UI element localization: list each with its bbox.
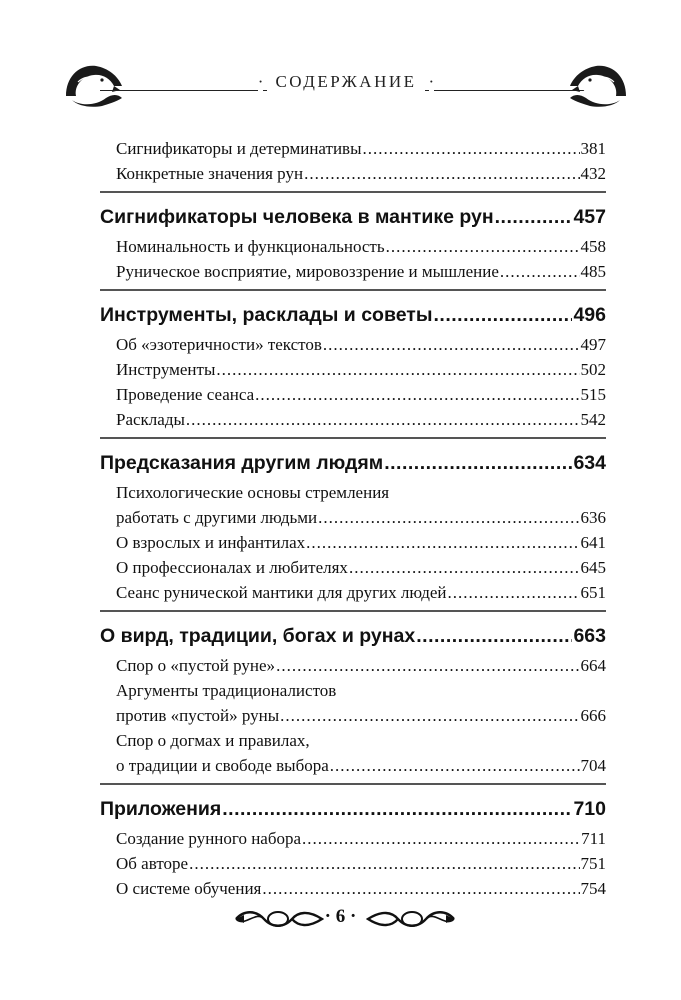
dragon-head-right-icon [566,56,630,108]
dot-leader [262,876,579,901]
toc-entry[interactable] [100,332,606,357]
toc-entry[interactable] [100,505,606,530]
dot-leader [448,580,580,605]
header-dot-left: · [257,72,264,91]
toc-entry[interactable] [100,259,606,284]
toc-entry[interactable] [100,555,606,580]
toc-entry-page: 664 [580,656,606,675]
toc-entry-line[interactable] [100,728,606,753]
toc-chapter-title: Сигнификаторы человека в мантике рун [100,206,494,228]
toc-entry[interactable] [100,753,606,778]
toc-chapter-page: 663 [573,625,606,647]
toc-chapter[interactable] [100,298,606,332]
dot-leader [416,619,572,653]
toc-entry-title: Спор о «пустой руне» [116,656,276,675]
toc-entry-title: Сеанс рунической мантики для других людей [116,583,447,602]
toc-entry[interactable] [100,530,606,555]
toc-entry-page: 432 [580,164,606,183]
toc-entry-page: 636 [580,508,606,527]
toc-section [100,783,606,906]
running-header [62,56,630,112]
toc-entry[interactable] [100,703,606,728]
toc-entry-page: 651 [580,583,606,602]
toc-entry-title: О взрослых и инфантилах [116,533,306,552]
toc-entry-page: 754 [580,879,606,898]
toc-entry[interactable] [100,136,606,161]
page-title: СОДЕРЖАНИЕ [267,72,424,92]
toc-chapter[interactable] [100,200,606,234]
toc-section [100,289,606,437]
toc-chapter-title: Приложения [100,798,222,820]
dot-leader [495,200,573,234]
page-number: · 6 · [324,906,357,927]
toc-entry-page: 381 [580,139,606,158]
dot-leader [306,530,579,555]
toc-entry-title: Об авторе [116,854,189,873]
dot-leader [323,332,580,357]
dot-leader [363,136,580,161]
toc-entry-page: 751 [580,854,606,873]
toc-entry-title: Конкретные значения рун [116,164,304,183]
toc-chapter-page: 496 [573,304,606,326]
toc-entry-title: Номинальность и функциональность [116,237,385,256]
toc-entry-title: О системе обучения [116,879,262,898]
dot-leader [386,234,580,259]
toc-entry-title: Сигнификаторы и детерминативы [116,139,362,158]
toc-entry-line[interactable] [100,678,606,703]
dot-leader [318,505,579,530]
toc-entry-title: о традиции и свободе выбора [116,756,329,775]
toc-entry-title: Аргументы традиционалистов [116,681,337,700]
dot-leader [189,851,579,876]
toc-entry-page: 641 [580,533,606,552]
toc-entry-page: 515 [580,385,606,404]
toc-entry[interactable] [100,161,606,186]
header-dot-right: · [428,72,435,91]
toc-entry[interactable] [100,382,606,407]
toc-entry-page: 542 [580,410,606,429]
toc-chapter-page: 634 [573,452,606,474]
toc-entry[interactable] [100,653,606,678]
dot-leader [500,259,580,284]
toc-chapter-page: 710 [573,798,606,820]
dot-leader [330,753,580,778]
toc-entry-title: Создание рунного набора [116,829,302,848]
toc-entry-page: 485 [580,262,606,281]
toc-entry-title: Об «эзотеричности» текстов [116,335,322,354]
toc-entry[interactable] [100,851,606,876]
toc-entry-page: 497 [580,335,606,354]
table-of-contents [100,136,606,906]
toc-entry-title: Спор о догмах и правилах, [116,731,310,750]
dot-leader [186,407,580,432]
toc-chapter-page: 457 [573,206,606,228]
dot-leader [433,298,572,332]
toc-entry-page: 502 [580,360,606,379]
dot-leader [222,792,572,826]
dot-leader [304,161,579,186]
toc-entry[interactable] [100,407,606,432]
toc-section [100,610,606,783]
toc-section [100,191,606,289]
toc-entry[interactable] [100,357,606,382]
toc-chapter[interactable] [100,619,606,653]
dot-leader [276,653,579,678]
toc-entry[interactable] [100,826,606,851]
toc-chapter-title: Инструменты, расклады и советы [100,304,433,326]
toc-entry-page: 458 [580,237,606,256]
dot-leader [280,703,579,728]
toc-entry-page: 666 [580,706,606,725]
toc-section [100,437,606,610]
toc-entry-title: Проведение сеанса [116,385,255,404]
toc-entry-page: 704 [580,756,606,775]
dot-leader [216,357,579,382]
toc-entry-title: Психологические основы стремления [116,483,390,502]
toc-entry[interactable] [100,580,606,605]
toc-entry-title: работать с другими людьми [116,508,318,527]
dot-leader [302,826,580,851]
toc-entry-title: против «пустой» руны [116,706,280,725]
dot-leader [384,446,572,480]
toc-entry[interactable] [100,876,606,901]
page-footer [0,900,681,940]
dot-leader [255,382,579,407]
toc-entry-title: Инструменты [116,360,216,379]
toc-entry-page: 645 [580,558,606,577]
toc-entry-line[interactable] [100,480,606,505]
toc-chapter-title: О вирд, традиции, богах и рунах [100,625,416,647]
toc-entry-title: Расклады [116,410,185,429]
toc-section [100,136,606,191]
toc-entry-title: Руническое восприятие, мировоззрение и мышление [116,262,499,281]
toc-chapter[interactable] [100,446,606,480]
toc-entry-page: 711 [581,829,606,848]
toc-entry-title: О профессионалах и любителях [116,558,348,577]
toc-entry[interactable] [100,234,606,259]
knot-ornament-right-icon [366,906,456,932]
dot-leader [349,555,580,580]
toc-chapter[interactable] [100,792,606,826]
toc-chapter-title: Предсказания другим людям [100,452,384,474]
